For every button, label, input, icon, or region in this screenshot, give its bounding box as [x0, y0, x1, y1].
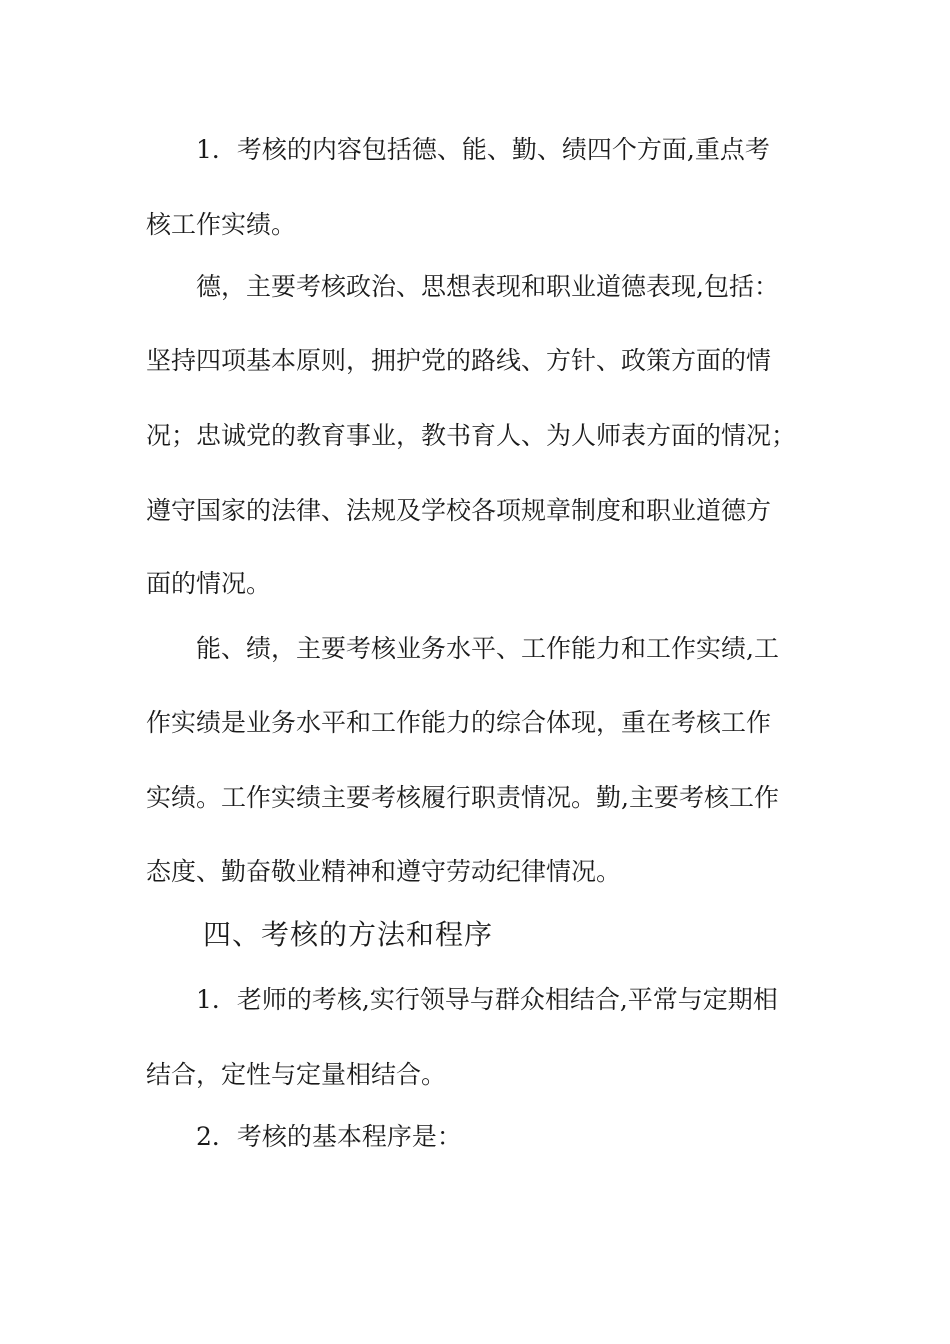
paragraph-line: 作实绩是业务水平和工作能力的综合体现，重在考核工作 [146, 708, 772, 737]
paragraph-line: 遵守国家的法律、法规及学校各项规章制度和职业道德方 [146, 496, 772, 525]
paragraph-line: 面的情况。 [146, 569, 272, 598]
paragraph-line: 2．考核的基本程序是： [196, 1122, 462, 1151]
paragraph-line: 态度、勤奋敬业精神和遵守劳动纪律情况。 [146, 857, 622, 886]
paragraph-line: 结合，定性与定量相结合。 [146, 1060, 447, 1089]
section-heading: 四、考核的方法和程序 [203, 918, 494, 951]
paragraph-line: 能、绩，主要考核业务水平、工作能力和工作实绩,工 [196, 634, 779, 663]
paragraph-line: 核工作实绩。 [146, 210, 297, 239]
paragraph-line: 1．考核的内容包括德、能、勤、绩四个方面,重点考 [196, 135, 770, 164]
paragraph-line: 德，主要考核政治、思想表现和职业道德表现,包括： [196, 272, 779, 301]
paragraph-line: 坚持四项基本原则，拥护党的路线、方针、政策方面的情 [146, 346, 772, 375]
paragraph-line: 实绩。工作实绩主要考核履行职责情况。勤,主要考核工作 [146, 783, 779, 812]
paragraph-line: 1．老师的考核,实行领导与群众相结合,平常与定期相 [196, 985, 778, 1014]
paragraph-line: 况；忠诚党的教育事业，教书育人、为人师表方面的情况； [146, 421, 797, 450]
